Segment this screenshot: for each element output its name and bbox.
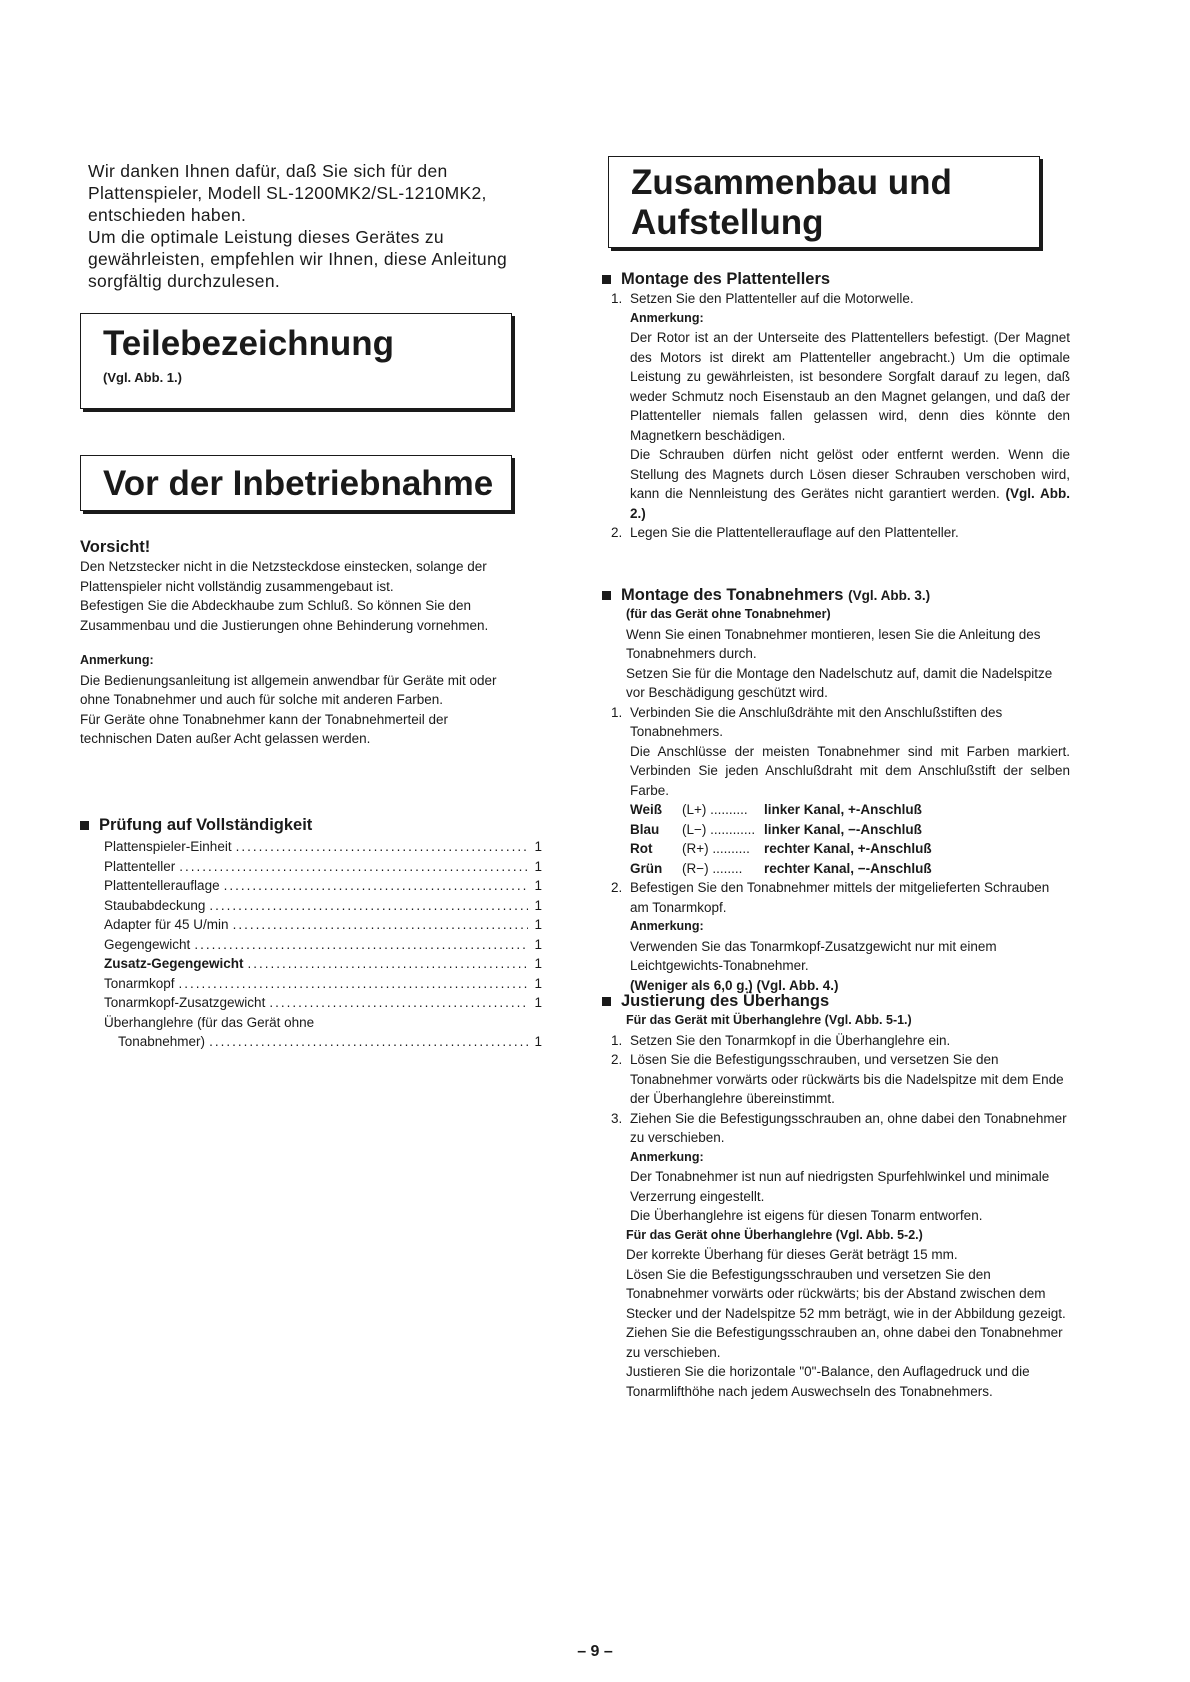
list-item: Tonarmkopf-Zusatzgewicht ..... 1 bbox=[104, 993, 542, 1013]
montage-tonabnehmer-body: (für das Gerät ohne Tonabnehmer) Wenn Sie einen Tonabnehmer montieren, lesen Sie die Anleitung des Tonabnehmers durch. Setzen Sie für die Montage den Nadelschutz auf, damit die Nadelspitze vor Beschädigung geschützt wird. bbox=[626, 607, 1053, 700]
bullet-square-icon bbox=[80, 821, 89, 830]
justierung-subheading-2: Für das Gerät ohne Überhanglehre (Vgl. Abb. 5-2.) bbox=[626, 1227, 923, 1242]
montage-tonabnehmer-section bbox=[602, 586, 1070, 995]
justierung-heading: Justierung des Überhangs bbox=[602, 992, 1070, 1011]
list-item: Tonarmkopf ..... 1 bbox=[104, 974, 542, 994]
list-item: Plattentellerauflage ..... 1 bbox=[104, 876, 542, 896]
justierung-steps bbox=[602, 1031, 1070, 1226]
list-item: Zusatz-Gegengewicht ..... 1 bbox=[104, 954, 542, 974]
list-item: Adapter für 45 U/min ..... 1 bbox=[104, 915, 542, 935]
anmerkung-paragraph-1: Die Bedienungsanleitung ist allgemein anwendbar für Geräte mit oder ohne Tonabnehmer und auch für solche mit anderen Farben. bbox=[80, 672, 497, 707]
teilebezeichnung-box bbox=[80, 313, 512, 409]
montage-tonabnehmer-steps bbox=[602, 703, 1070, 996]
zusammenbau-box bbox=[608, 156, 1040, 248]
montage-plattenteller-heading: Montage des Plattentellers bbox=[602, 270, 1070, 289]
list-item: 1. Setzen Sie den Plattenteller auf die Motorwelle. Anmerkung: Der Rotor ist an der Unterseite des Plattentellers befestigt. (Der Magnet des Motors ist direkt am Plattenteller angebracht.) Um die optimale Leistung zu gewährleisten, ist besondere Sorgfalt darauf zu legen, daß weder Schmutz noch Eisenstaub an den Magnet gelangen, und daß der Plattenteller niemals fallen gelassen wird, denn dies könnte den Magnetkern beschädigen. Die Schrauben dürfen nicht gelöst oder entfernt werden. Wenn die Stellung des Magnets durch Lösen dieser Schrauben verschoben wird, kann die Nennleistung des Gerätes nicht garantiert werden. (Vgl. Abb. 2.) bbox=[611, 291, 1070, 521]
zusammenbau-heading-line-1: Zusammenbau und bbox=[631, 163, 952, 202]
list-item: 2. Legen Sie die Plattentellerauflage auf den Plattenteller. bbox=[611, 525, 959, 540]
list-item: Plattenspieler-Einheit ..... 1 bbox=[104, 837, 542, 857]
teilebezeichnung-ref: (Vgl. Abb. 1.) bbox=[103, 370, 182, 385]
montage-plattenteller-steps bbox=[602, 289, 1070, 543]
list-item: 1. Verbinden Sie die Anschlußdrähte mit den Anschlußstiften des Tonabnehmers. Die Anschlüsse der meisten Tonabnehmer sind mit Farben markiert. Verbinden Sie jeden Anschlußdraht mit dem Anschlußstift der selben Farbe. Weiß (L+) .......... linker Kanal, +-Anschluß Blau (L−) ............ linker Kanal, −-Anschluß Rot (R+) .......... rechter Kanal, +-Anschluß Grün (R−) ........ rechter Kanal, −-Anschluß bbox=[606, 703, 1070, 879]
vor-der-inbetriebnahme-heading: Vor der Inbetriebnahme bbox=[103, 464, 494, 503]
bullet-square-icon bbox=[602, 997, 611, 1006]
page-number: – 9 – bbox=[577, 1643, 613, 1660]
table-row: Blau (L−) ............ linker Kanal, −-Anschluß bbox=[630, 821, 922, 837]
anmerkung-paragraph-2: Für Geräte ohne Tonabnehmer kann der Tonabnehmerteil der technischen Daten außer Acht gelassen werden. bbox=[80, 711, 448, 746]
justierung-ohne-body: Für das Gerät ohne Überhanglehre (Vgl. Abb. 5-2.) Der korrekte Überhang für dieses Gerät beträgt 15 mm. Lösen Sie die Befestigungsschrauben und versetzen Sie den Tonabnehmer vorwärts oder rückwärts; bis der Abstand zwischen dem Stecker und der Nadelspitze 52 mm beträgt, wie in der Abbildung gezeigt. Ziehen Sie die Befestigungsschrauben an, ohne dabei den Tonabnehmer zu verschieben. Justieren Sie die horizontale "0"-Balance, den Auflagedruck und die Tonarmlifthöhe nach jedem Auswechseln des Tonabnehmers. bbox=[602, 1226, 1070, 1402]
vorsicht-section bbox=[80, 537, 520, 749]
list-item: Gegengewicht ..... 1 bbox=[104, 935, 542, 955]
table-row: Rot (R+) .......... rechter Kanal, +-Anschluß bbox=[630, 841, 932, 856]
list-item: Staubabdeckung ..... 1 bbox=[104, 896, 542, 916]
intro-paragraph-2: Um die optimale Leistung dieses Gerätes zu gewährleisten, empfehlen wir Ihnen, diese Anleitung sorgfältig durchzulesen. bbox=[88, 227, 508, 291]
montage-plattenteller-section bbox=[602, 270, 1070, 543]
intro-paragraph-1: Wir danken Ihnen dafür, daß Sie sich für den Plattenspieler, Modell SL-1200MK2/SL-1210MK2, entschieden haben. bbox=[88, 161, 487, 225]
intro-text bbox=[88, 160, 550, 292]
list-item: Tonabnehmer) ..... 1 bbox=[104, 1032, 542, 1052]
teilebezeichnung-heading: Teilebezeichnung bbox=[103, 324, 395, 363]
pruefung-title: Prüfung auf Vollständigkeit bbox=[99, 816, 313, 834]
list-item: 3. Ziehen Sie die Befestigungsschrauben an, ohne dabei den Tonabnehmer zu verschieben. Anmerkung: Der Tonabnehmer ist nun auf niedrigsten Spurfehlwinkel und minimale Verzerrung eingestellt. Die Überhanglehre ist eigens für diesen Tonarm entworfen. bbox=[611, 1110, 1067, 1223]
bullet-square-icon bbox=[602, 591, 611, 600]
list-item: Überhanglehre (für das Gerät ohne bbox=[104, 1014, 315, 1030]
justierung-subheading-1: Für das Gerät mit Überhanglehre (Vgl. Abb. 5-1.) bbox=[626, 1013, 912, 1027]
vorsicht-paragraph-2: Befestigen Sie die Abdeckhaube zum Schluß. So können Sie den Zusammenbau und die Justierungen ohne Behinderung vornehmen. bbox=[80, 598, 489, 633]
list-item: 1. Setzen Sie den Tonarmkopf in die Überhanglehre ein. bbox=[611, 1032, 951, 1048]
vorsicht-heading: Vorsicht! bbox=[80, 538, 151, 556]
vorsicht-paragraph-1: Den Netzstecker nicht in die Netzsteckdose einstecken, solange der Plattenspieler nicht vollständig zusammengebaut ist. bbox=[80, 559, 487, 594]
bullet-square-icon bbox=[602, 275, 611, 284]
wire-color-table bbox=[630, 800, 1070, 878]
justierung-section bbox=[602, 992, 1070, 1401]
montage-tonabnehmer-heading: Montage des Tonabnehmers (Vgl. Abb. 3.) bbox=[602, 586, 1070, 605]
list-item: 2. Lösen Sie die Befestigungsschrauben, und versetzen Sie den Tonabnehmer vorwärts oder rückwärts bis die Nadelspitze mit dem Ende der Überhanglehre übereinstimmt. bbox=[611, 1052, 1064, 1106]
list-item: Plattenteller ..... 1 bbox=[104, 857, 542, 877]
table-row: Grün (R−) ........ rechter Kanal, −-Anschluß bbox=[630, 860, 932, 876]
pruefung-section bbox=[80, 816, 542, 1052]
pruefung-heading bbox=[80, 816, 520, 835]
list-item: 2. Befestigen Sie den Tonabnehmer mittels der mitgelieferten Schrauben am Tonarmkopf. Anmerkung: Verwenden Sie das Tonarmkopf-Zusatzgewicht nur mit einem Leichtgewichts-Tonabnehmer. (Weniger als 6,0 g.) (Vgl. Abb. 4.) bbox=[611, 880, 1050, 993]
table-row: Weiß (L+) .......... linker Kanal, +-Anschluß bbox=[630, 802, 922, 817]
zusammenbau-heading-line-2: Aufstellung bbox=[631, 203, 824, 242]
parts-list bbox=[80, 837, 542, 1052]
anmerkung-heading: Anmerkung: bbox=[80, 653, 154, 667]
vor-der-inbetriebnahme-box bbox=[80, 455, 512, 511]
